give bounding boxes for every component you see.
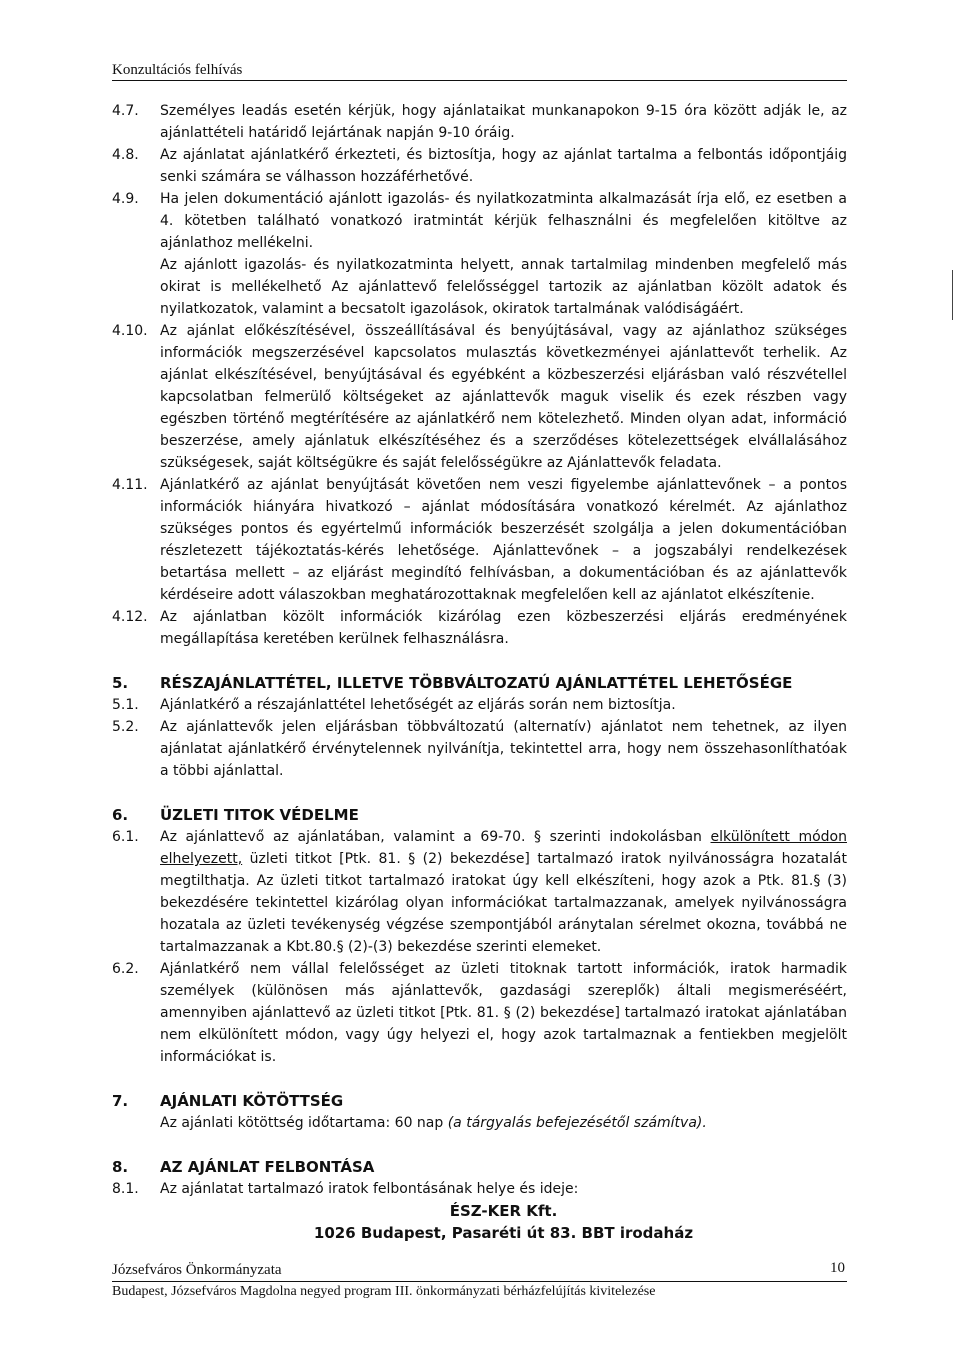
section-8-heading	[112, 1156, 847, 1178]
item-text: Az ajánlatat ajánlatkérő érkezteti, és biztosítja, hogy az ajánlat tartalma a felbontás időpontjáig senki számára se válhasson hozzáférhetővé.	[160, 147, 847, 185]
item-number: 6.1.	[112, 829, 139, 845]
item-text-part: Az ajánlattevő az ajánlatában, valamint a 69-70. § szerinti indokolásban	[160, 829, 711, 845]
item-6-1	[112, 826, 847, 958]
item-4-12	[112, 606, 847, 650]
section-title: AJÁNLATI KÖTÖTTSÉG	[160, 1092, 344, 1110]
item-text: Az ajánlatban közölt információk kizárólag ezen közbeszerzési eljárás eredményének megállapítása keretében kerülnek felhasználásra.	[160, 609, 847, 647]
item-number: 4.9.	[112, 191, 139, 207]
section-7-heading	[112, 1090, 847, 1112]
item-text: Az ajánlat előkészítésével, összeállításával és benyújtásával, vagy az ajánlathoz szükséges információk megszerzésével kapcsolatos mulasztás következményei ajánlattevőt terhelik. Az ajánlat elkészítésével, benyújtásával és egyébként a közbeszerzési eljárásban való részvétellel kapcsolatban felmerülő költségeket az ajánlattevők maguk viselik és ezek részben vagy egészben történő megtérítésére az ajánlatkérő nem kötelezhető. Minden olyan adat, információ beszerzése, amely ajánlatuk elkészítéséhez és a szerződéses kötelezettségek elvállalásához szükségesek, saját költségükre és saját felelősségükre az Ajánlattevők feladata.	[160, 323, 847, 471]
section-title: AZ AJÁNLAT FELBONTÁSA	[160, 1158, 375, 1176]
header-title: Konzultációs felhívás	[112, 62, 243, 78]
item-5-2	[112, 716, 847, 782]
item-4-10	[112, 320, 847, 474]
section-number: 6.	[112, 806, 129, 824]
item-text: Ajánlatkérő nem vállal felelősséget az üzleti titoknak tartott információk, iratok harmadik személyek (különösen más ajánlattevők, gazdasági szereplők) általi megismeréséért, amennyiben ajánlattevő az üzleti titkot [Ptk. 81. § (2) bekezdése] tartalmazó iratokat ajánlatában nem elkülönített módon, vagy úgy helyezi el, hogy azok tartalmaznak a fentiekben megjelölt információkat is.	[160, 961, 847, 1065]
item-8-1	[112, 1178, 847, 1200]
italic-text: (a tárgyalás befejezésétől számítva).	[447, 1115, 707, 1131]
item-number: 5.2.	[112, 719, 139, 735]
item-4-9	[112, 188, 847, 254]
document-body	[112, 100, 847, 1244]
item-text: Ha jelen dokumentáció ajánlott igazolás- és nyilatkozatminta alkalmazását írja elő, ez esetben a 4. kötetben található vonatkozó iratmintát kérjük felhasználni és megfelelően kitöltve az ajánlathoz mellékelni.	[160, 191, 847, 251]
company-address: 1026 Budapest, Pasaréti út 83. BBT irodaház	[313, 1224, 694, 1242]
item-number: 4.12.	[112, 609, 148, 625]
item-number: 4.11.	[112, 477, 148, 493]
section-6-heading	[112, 804, 847, 826]
item-text: Az ajánlatat tartalmazó iratok felbontásának helye és ideje:	[160, 1181, 579, 1197]
footer-subtitle: Budapest, Józsefváros Magdolna negyed program III. önkormányzati bérházfelújítás kivitelezése	[112, 1284, 656, 1299]
item-text: Személyes leadás esetén kérjük, hogy ajánlataikat munkanapokon 9-15 óra között adják le, az ajánlattételi határidő lejártának napján 9-10 óráig.	[160, 103, 847, 141]
item-text: Az ajánlattevők jelen eljárásban többváltozatú (alternatív) ajánlatot nem tehetnek, az ilyen ajánlatat ajánlatkérő érvénytelennek nyilvánítja, tekintettel arra, hogy nem összehasonlíthatóak a többi ajánlattal.	[160, 719, 847, 779]
item-4-9-continuation: Az ajánlott igazolás- és nyilatkozatminta helyett, annak tartalmilag mindenben megfelelő más okirat is mellékelhető Az ajánlattevő felelősséggel tartozik az ajánlatban közölt adatok és nyilatkozatok, valamint a becsatolt igazolások, okiratok tartalmának valódiságáért.	[160, 257, 847, 317]
item-number: 4.10.	[112, 323, 148, 339]
margin-mark	[952, 270, 953, 320]
page-number: 10	[830, 1260, 845, 1276]
section-number: 8.	[112, 1158, 129, 1176]
item-text: Ajánlatkérő a részajánlattétel lehetőségét az eljárás során nem biztosítja.	[160, 697, 676, 713]
text-part: Az ajánlati kötöttség időtartama: 60 nap	[160, 1115, 448, 1131]
section-5-heading	[112, 672, 847, 694]
section-title: ÜZLETI TITOK VÉDELME	[160, 806, 359, 824]
item-number: 5.1.	[112, 697, 139, 713]
item-6-2	[112, 958, 847, 1068]
item-text	[160, 826, 847, 958]
footer-rule	[112, 1281, 847, 1282]
item-4-11	[112, 474, 847, 606]
item-text-part: üzleti titkot [Ptk. 81. § (2) bekezdése] tartalmazó iratok nyilvánosságra hozatalát megtilthatja. Az üzleti titkot tartalmazó iratokat úgy kell elkészíteni, hogy azok a Ptk. 81.§ (3) bekezdésére tekintettel kizárólag olyan információkat tartalmazzanak, amelyek nyilvánosságra hozatala az üzleti tevékenység végzése szempontjából aránytalan sérelmet okozna, továbbá ne tartalmazzanak a Kbt.80.§ (2)-(3) bekezdése szerinti elemeket.	[160, 851, 847, 955]
item-number: 4.8.	[112, 147, 139, 163]
header-rule	[112, 80, 847, 81]
item-number: 4.7.	[112, 103, 139, 119]
item-4-7	[112, 100, 847, 144]
underlined-text: elkülönített módon elhelyezett,	[160, 829, 847, 867]
section-title: RÉSZAJÁNLATTÉTEL, ILLETVE TÖBBVÁLTOZATÚ AJÁNLATTÉTEL LEHETŐSÉGE	[160, 674, 793, 692]
item-number: 6.2.	[112, 961, 139, 977]
section-number: 7.	[112, 1092, 129, 1110]
item-4-8	[112, 144, 847, 188]
footer-left: Józsefváros Önkormányzata	[112, 1262, 282, 1278]
section-7-text	[160, 1112, 847, 1134]
section-number: 5.	[112, 674, 129, 692]
item-number: 8.1.	[112, 1181, 139, 1197]
item-5-1	[112, 694, 847, 716]
company-name: ÉSZ-KER Kft.	[449, 1202, 558, 1220]
item-text: Ajánlatkérő az ajánlat benyújtását követően nem veszi figyelembe ajánlattevőnek – a pontos információk hiányára hivatkozó – ajánlat módosítására vonatkozó kérelmét. Az ajánlathoz szükséges pontos és egyértelmű információk beszerzését szolgálja a jelen dokumentációban részletezett tájékoztatás-kérés lehetősége. Ajánlattevőnek – a jogszabályi rendelkezések betartása mellett – az eljárást megindító felhívásban, a dokumentációban és az ajánlattevők kérdéseire adott válaszokban meghatározottaknak megfelelően kell az ajánlatot elkészítenie.	[160, 477, 847, 603]
